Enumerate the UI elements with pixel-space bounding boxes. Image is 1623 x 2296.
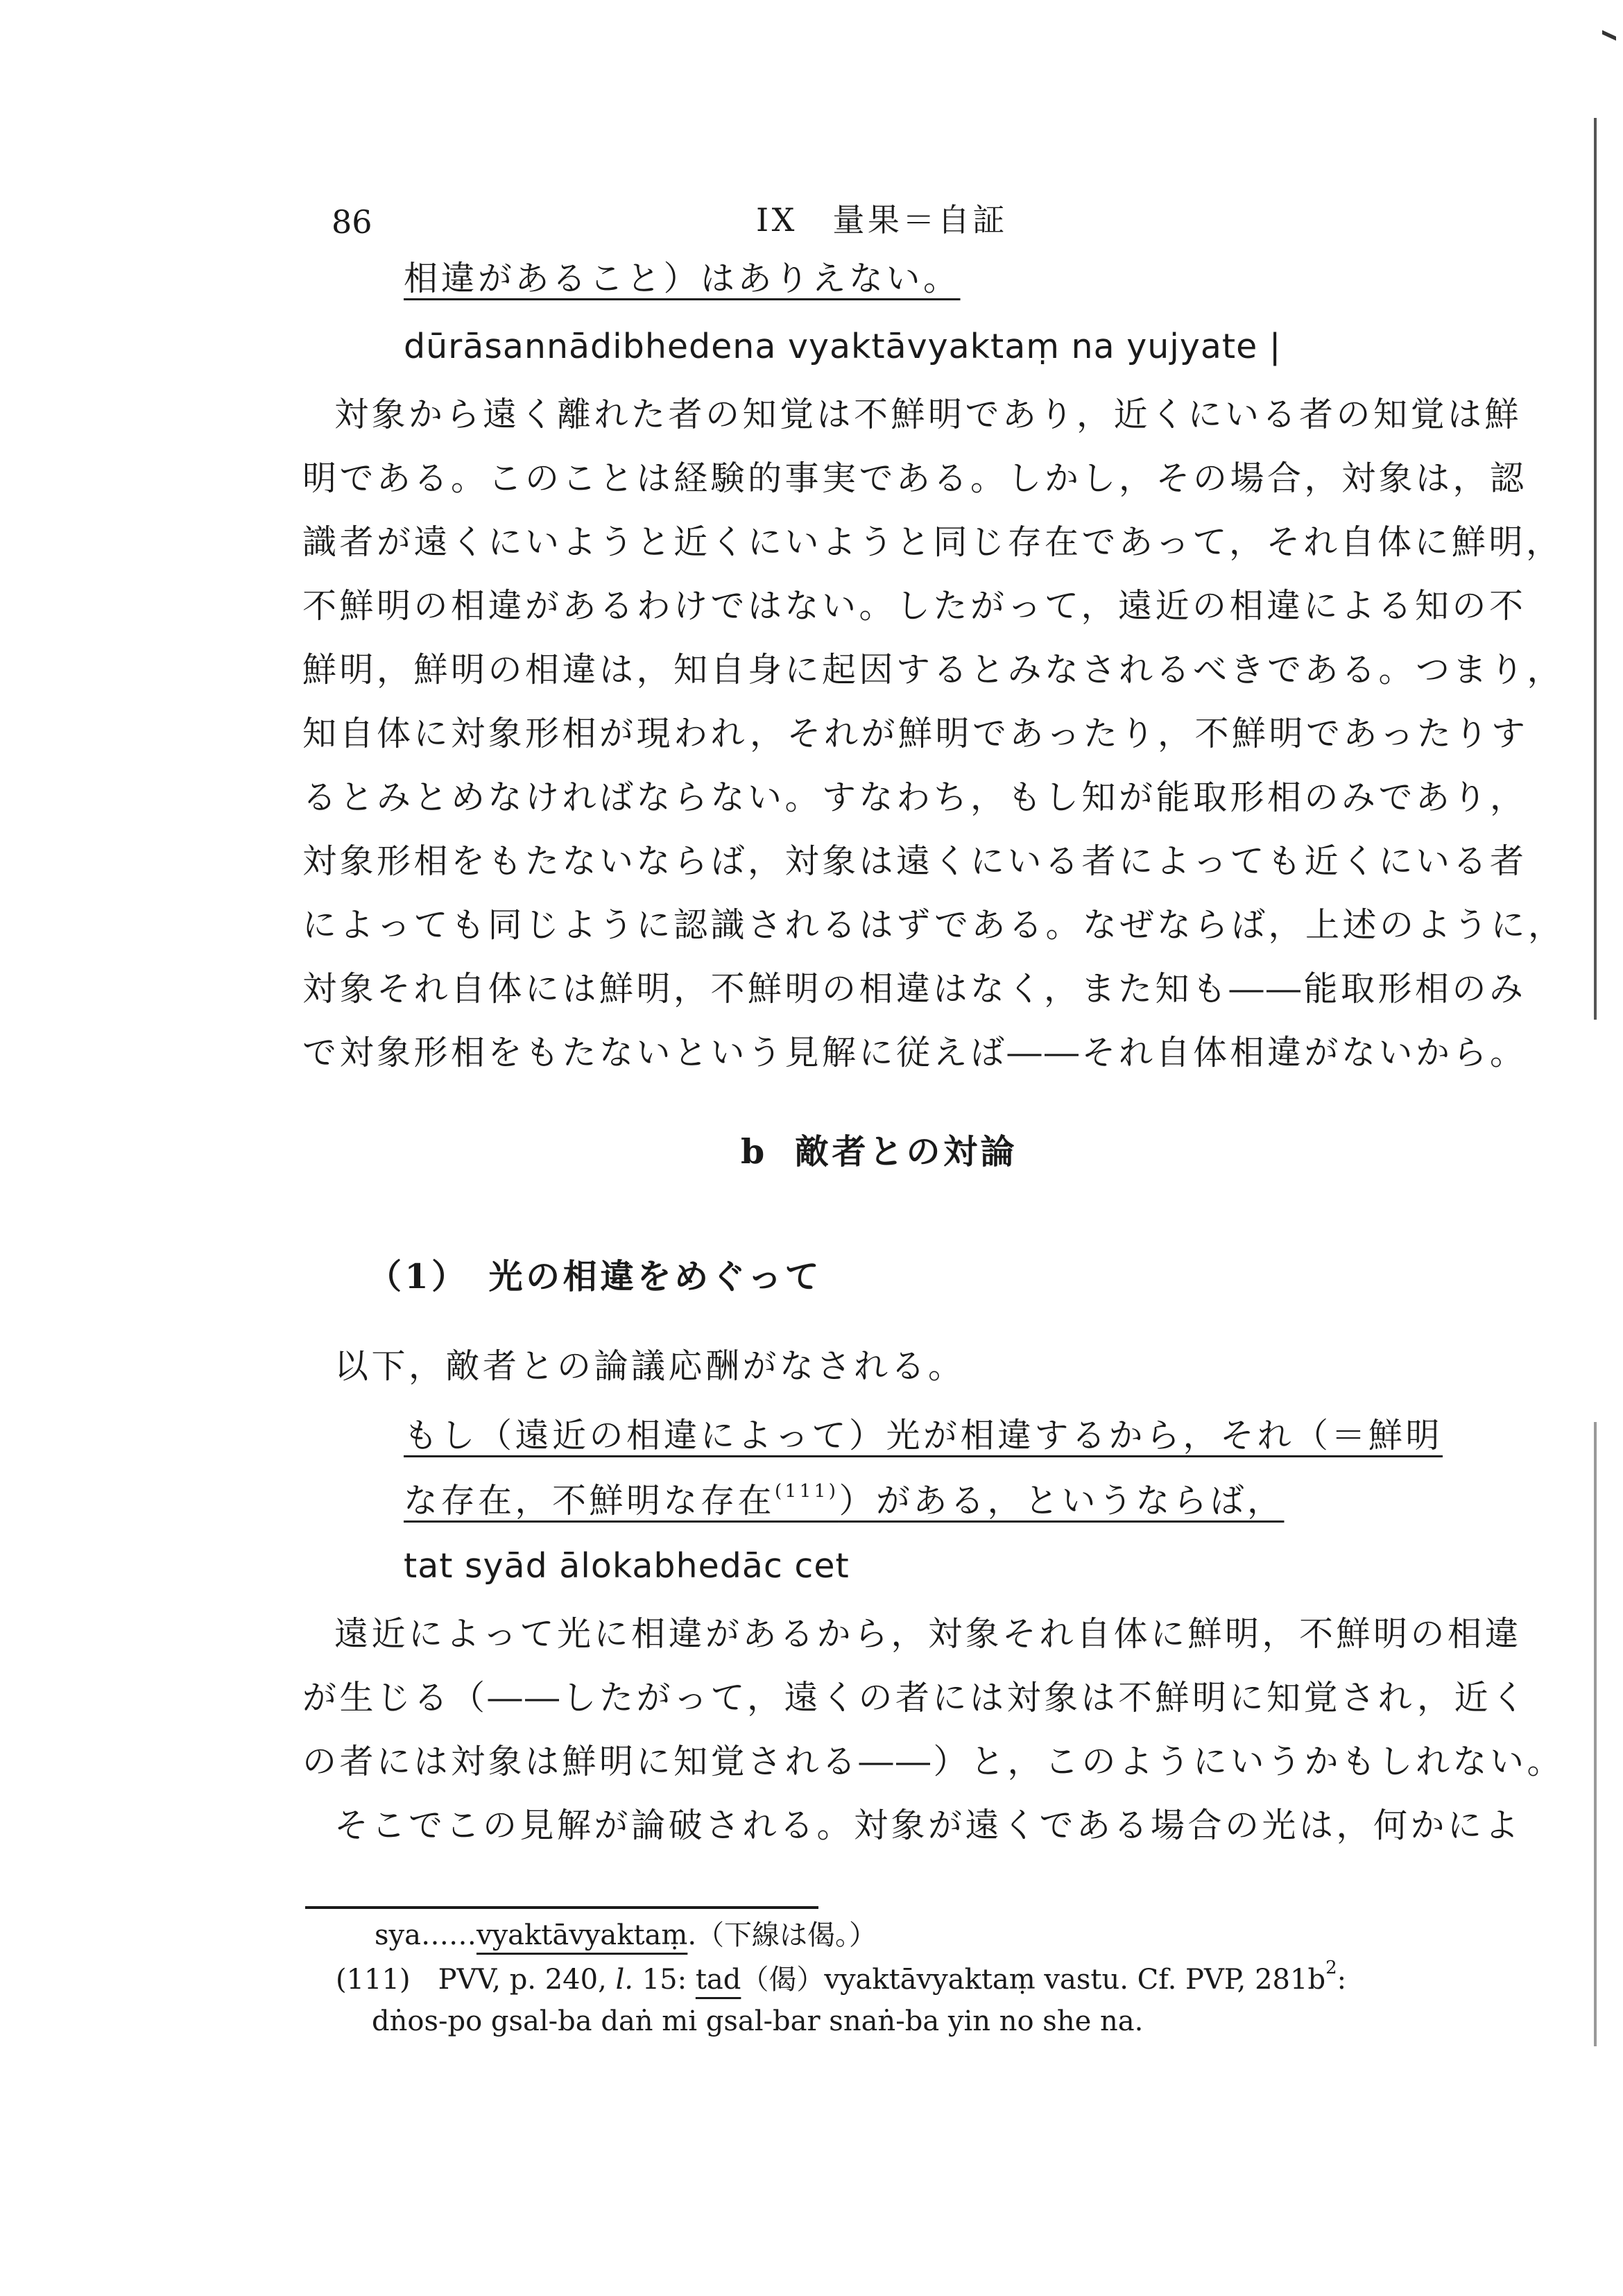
verse-translation-continued: 相違があること）はありえない。 xyxy=(404,259,961,298)
footnote-text: 15: xyxy=(633,1964,696,1996)
section-letter: b xyxy=(741,1131,765,1172)
paragraph-line: が生じる（――したがって，遠くの者には対象は不鮮明に知覚され，近く xyxy=(302,1678,1529,1717)
intro-line: 以下，敵者との論議応酬がなされる。 xyxy=(334,1346,965,1386)
paragraph-line: そこでこの見解が論破される。対象が遠くである場合の光は，何かによ xyxy=(334,1806,1522,1845)
footnote-text: .（下線は偈。） xyxy=(687,1919,877,1951)
paragraph-line: で対象形相をもたないという見解に従えば――それ自体相違がないから。 xyxy=(302,1033,1527,1072)
footnote-text: sya…… xyxy=(375,1919,476,1951)
footnote-111 xyxy=(336,1957,1347,1999)
section-title: 敵者との対論 xyxy=(795,1131,1018,1172)
footnote-rule xyxy=(305,1906,818,1909)
footnote-number: (111) xyxy=(336,1964,411,1996)
footnote-superscript: 2 xyxy=(1325,1957,1337,1978)
paragraph-line: 対象それ自体には鮮明，不鮮明の相違はなく，また知も――能取形相のみ xyxy=(302,969,1527,1009)
footnote-text: PVV, p. 240, xyxy=(438,1964,616,1996)
sanskrit-verse-1: dūrāsannādibhedena vyaktāvyaktaṃ na yujyate | xyxy=(404,327,1282,366)
paragraph-line: 知自体に対象形相が現われ，それが鮮明であったり，不鮮明であったりす xyxy=(302,714,1529,753)
paragraph-line: 対象から遠く離れた者の知覚は不鮮明であり，近くにいる者の知覚は鮮 xyxy=(334,395,1522,434)
footnote-text: : xyxy=(1337,1964,1347,1996)
binding-edge-lower xyxy=(1594,1422,1597,2046)
footnote-underlined: vyaktāvyaktaṃ xyxy=(476,1919,688,1951)
paragraph-line: 鮮明，鮮明の相違は，知自身に起因するとみなされるべきである。つまり， xyxy=(302,650,1565,689)
paragraph-line: 遠近によって光に相違があるから，対象それ自体に鮮明，不鮮明の相違 xyxy=(334,1614,1522,1654)
binding-edge xyxy=(1594,118,1597,1020)
footnote-ref[interactable]: (111) xyxy=(775,1481,839,1502)
verse-text: ）がある，というならば， xyxy=(839,1481,1285,1520)
footnote-note xyxy=(375,1916,877,1955)
paragraph-line: 明である。このことは経験的事実である。しかし，その場合，対象は，認 xyxy=(302,459,1527,498)
paragraph-line: 対象形相をもたないならば，対象は遠くにいる者によっても近くにいる者 xyxy=(302,841,1527,881)
subsection-title: （1） 光の相違をめぐって xyxy=(368,1256,823,1296)
footnote-text: l. xyxy=(615,1964,634,1996)
page-number: 86 xyxy=(332,203,372,241)
corner-mark xyxy=(1602,30,1616,40)
footnote-underlined: tad xyxy=(695,1964,741,1996)
paragraph-line: によっても同じように認識されるはずである。なぜならば，上述のように， xyxy=(302,905,1565,945)
verse-text: な存在，不鮮明な存在 xyxy=(404,1481,775,1520)
sanskrit-verse-2: tat syād ālokabhedāc cet xyxy=(404,1546,850,1586)
verse-translation: もし（遠近の相違によって）光が相違するから，それ（＝鮮明 xyxy=(404,1416,1443,1455)
footnote-tibetan: dṅos-po gsal-ba daṅ mi gsal-bar snaṅ-ba yin no she na. xyxy=(372,2005,1144,2037)
verse-translation-2 xyxy=(404,1480,1284,1522)
paragraph-line: 不鮮明の相違があるわけではない。したがって，遠近の相違による知の不 xyxy=(302,586,1527,626)
paragraph-line: の者には対象は鮮明に知覚される――）と，このようにいうかもしれない。 xyxy=(302,1742,1565,1781)
running-title: IX 量果＝自証 xyxy=(756,201,1008,239)
paragraph-line: 識者が遠くにいようと近くにいようと同じ存在であって，それ自体に鮮明， xyxy=(302,522,1563,562)
paragraph-line: るとみとめなければならない。すなわち，もし知が能取形相のみであり， xyxy=(302,778,1527,817)
footnote-text: （偈）vyaktāvyaktaṃ vastu. Cf. PVP, 281b xyxy=(741,1964,1326,1996)
